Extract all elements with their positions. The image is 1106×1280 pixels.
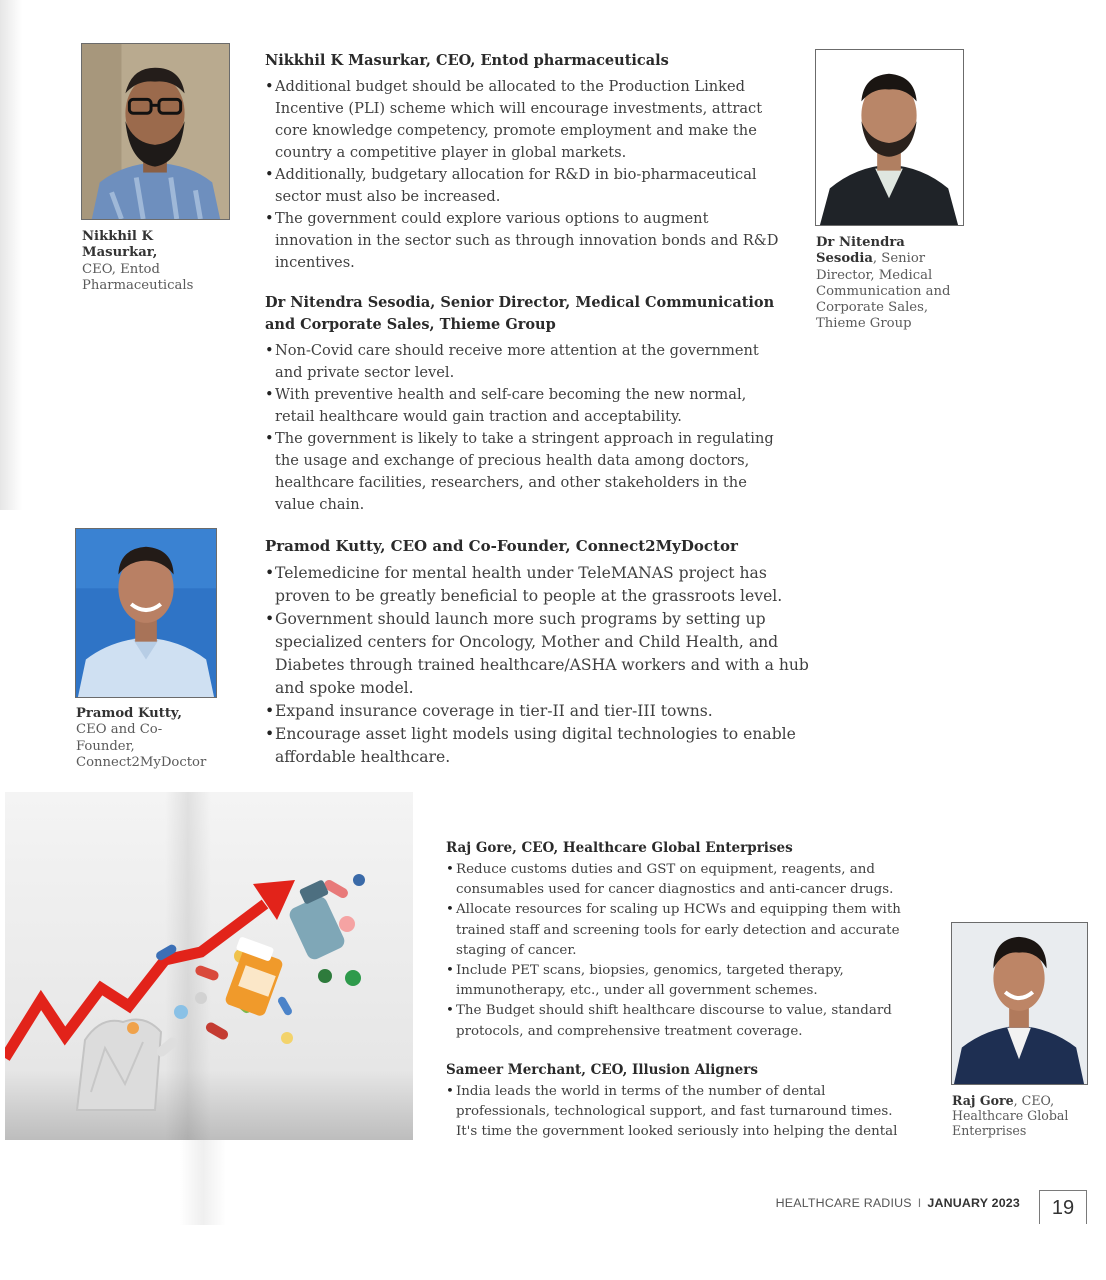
publication-name: HEALTHCARE RADIUS	[775, 1196, 912, 1210]
caption-role: , Senior Director, Medical Communication and Corporate Sales, Thieme Group	[816, 251, 951, 332]
photo-nikkhil-masurkar	[81, 43, 230, 220]
photo-pramod-kutty	[75, 528, 217, 698]
bullet-item: • Additionally, budgetary allocation for R&D in bio-pharmaceutical sector must also be increased.	[265, 164, 780, 208]
profile-pramod-kutty	[265, 535, 825, 769]
bullet-item: • With preventive health and self-care becoming the new normal, retail healthcare would gain traction and acceptability.	[265, 384, 785, 428]
bullet-list	[265, 562, 825, 769]
photo-nitendra-sesodia	[815, 49, 964, 226]
caption-name: Pramod Kutty,	[76, 706, 182, 721]
bullet-list	[265, 340, 785, 516]
photo-raj-gore	[951, 922, 1088, 1085]
profile-sameer-merchant	[446, 1060, 914, 1143]
page-footer	[776, 1196, 1020, 1210]
issue-date: JANUARY 2023	[927, 1196, 1020, 1210]
bullet-item: • Government should launch more such programs by setting up specialized centers for Oncology, Mother and Child Health, and Diabetes through trained healthcare/ASHA workers and with a hub and spoke model.	[265, 608, 825, 700]
page-number: 19	[1039, 1190, 1087, 1224]
bullet-item: • Expand insurance coverage in tier-II and tier-III towns.	[265, 700, 825, 723]
caption-name: Nikkhil K Masurkar,	[82, 229, 158, 261]
bullet-item: • India leads the world in terms of the number of dental professionals, technological support, and fast turnaround times. It's time the government looked seriously into helping the dental	[446, 1082, 914, 1143]
page-fold-shadow	[180, 1140, 226, 1225]
footer-separator: I	[917, 1196, 922, 1210]
caption-role: , CEO, Healthcare Global Enterprises	[952, 1093, 1069, 1138]
page-edge-shadow	[0, 0, 22, 510]
profile-raj-gore	[446, 838, 914, 1042]
bullet-item: • Reduce customs duties and GST on equipment, reagents, and consumables used for cancer diagnostics and anti-cancer drugs.	[446, 860, 914, 900]
caption-name: Dr Nitendra Sesodia	[816, 235, 905, 267]
caption-role: CEO and Co-Founder, Connect2MyDoctor	[76, 722, 207, 770]
bullet-list	[446, 860, 914, 1042]
bullet-item: • Encourage asset light models using digital technologies to enable affordable healthcare.	[265, 723, 825, 769]
profile-nitendra-sesodia	[265, 292, 785, 516]
rising-arrow-pills-illustration	[5, 792, 413, 1140]
profile-nikkhil-masurkar	[265, 50, 780, 274]
caption-raj-gore	[952, 1093, 1092, 1138]
caption-nitendra-sesodia	[816, 235, 966, 333]
profile-heading: Nikkhil K Masurkar, CEO, Entod pharmaceuticals	[265, 52, 669, 69]
bullet-item: • Include PET scans, biopsies, genomics, targeted therapy, immunotherapy, etc., under all government schemes.	[446, 961, 914, 1001]
bullet-item: • Allocate resources for scaling up HCWs and equipping them with trained staff and screening tools for early detection and accurate staging of cancer.	[446, 900, 914, 961]
profile-heading: Dr Nitendra Sesodia, Senior Director, Medical Communication and Corporate Sales, Thieme Group	[265, 294, 775, 333]
profile-heading: Pramod Kutty, CEO and Co-Founder, Connect2MyDoctor	[265, 537, 738, 555]
bullet-item: • The Budget should shift healthcare discourse to value, standard protocols, and comprehensive treatment coverage.	[446, 1001, 914, 1041]
caption-role: CEO, Entod Pharmaceuticals	[82, 261, 194, 293]
bullet-list	[265, 76, 780, 274]
bullet-item: • The government is likely to take a stringent approach in regulating the usage and exchange of precious health data among doctors, healthcare facilities, researchers, and other stakeholders in the value chain.	[265, 428, 785, 516]
bullet-item: • Non-Covid care should receive more attention at the government and private sector level.	[265, 340, 785, 384]
bullet-list	[446, 1082, 914, 1143]
caption-nikkhil-masurkar	[82, 229, 232, 294]
bullet-item: • Additional budget should be allocated to the Production Linked Incentive (PLI) scheme which will encourage investments, attract core knowledge competency, promote employment and make the country a competitive player in global markets.	[265, 76, 780, 164]
profile-heading: Sameer Merchant, CEO, Illusion Aligners	[446, 1062, 758, 1078]
caption-pramod-kutty	[76, 706, 226, 771]
caption-name: Raj Gore	[952, 1093, 1014, 1108]
bullet-item: • The government could explore various options to augment innovation in the sector such as through innovation bonds and R&D incentives.	[265, 208, 780, 274]
bullet-item: • Telemedicine for mental health under TeleMANAS project has proven to be greatly beneficial to people at the grassroots level.	[265, 562, 825, 608]
profile-heading: Raj Gore, CEO, Healthcare Global Enterprises	[446, 840, 793, 856]
